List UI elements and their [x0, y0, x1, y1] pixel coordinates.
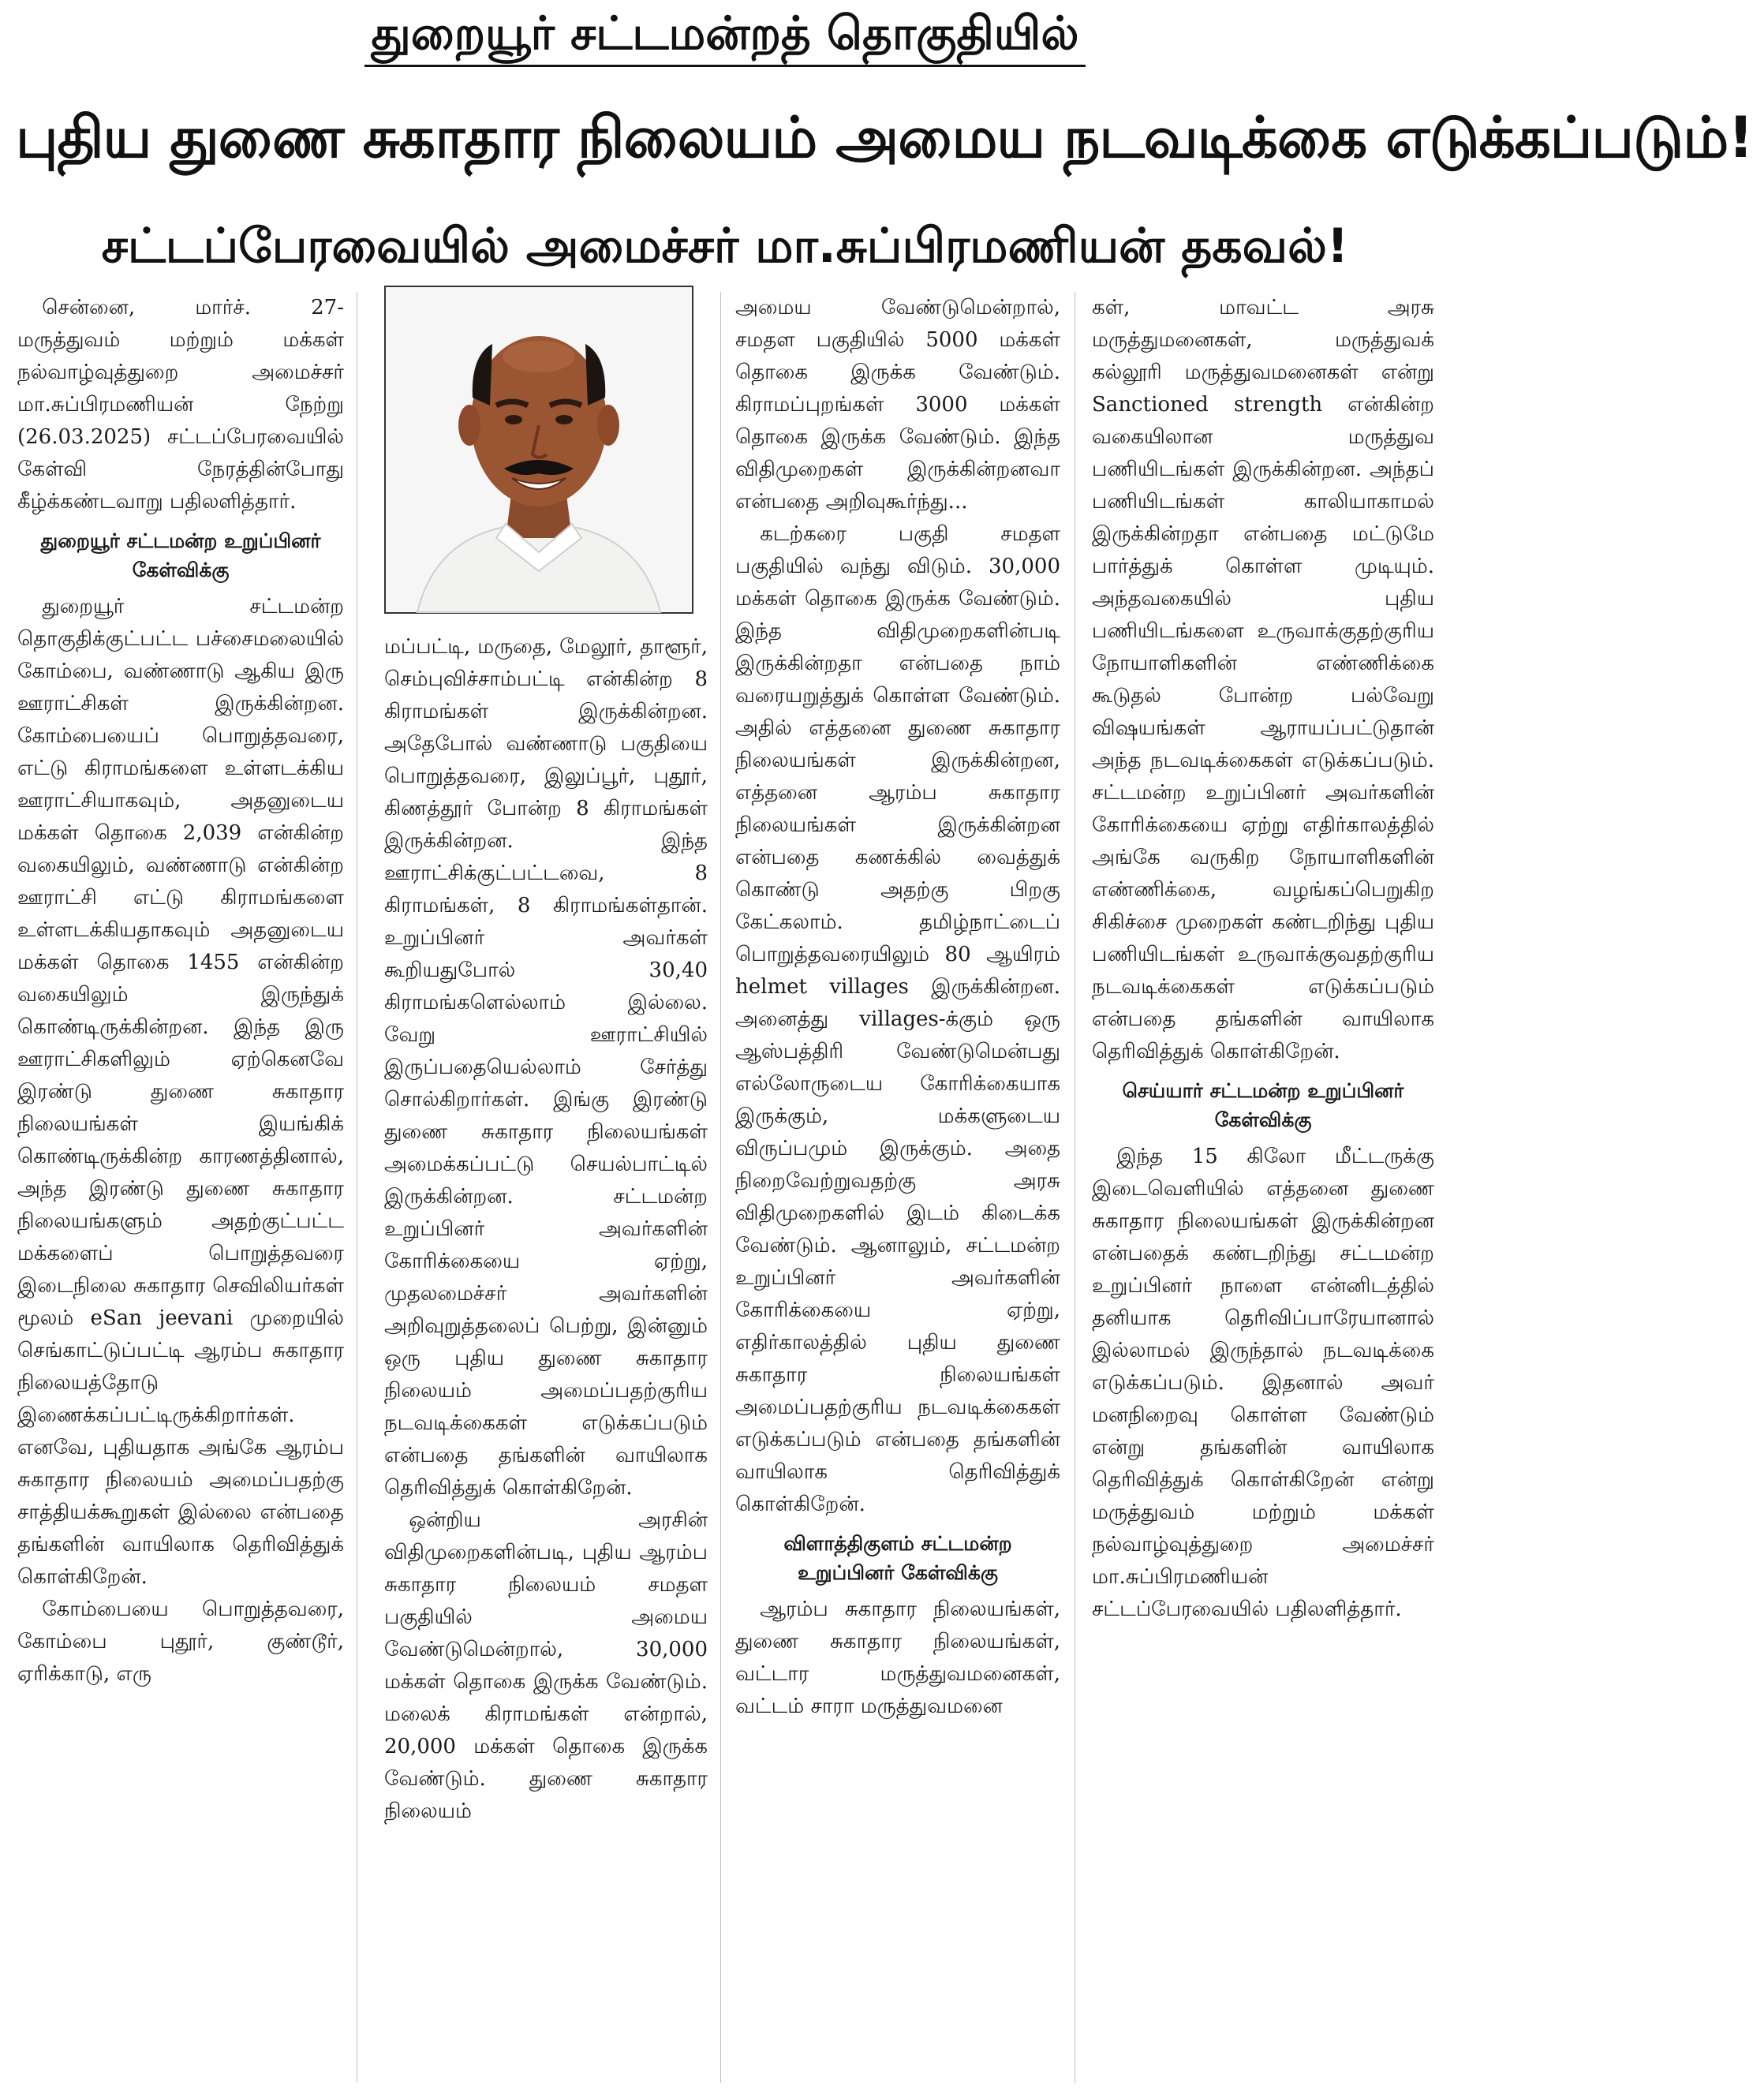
kicker-headline	[0, 3, 1450, 71]
portrait-illustration	[386, 287, 692, 612]
kicker-text: துறையூர் சட்டமன்றத் தொகுதியில்	[364, 3, 1085, 67]
body-paragraph: ஆரம்ப சுகாதார நிலையங்கள், துணை சுகாதார நிலையங்கள், வட்டார மருத்துவமனைகள், வட்டம் சாரா மருத்துவமனை	[735, 1597, 1060, 1718]
body-paragraph: கள், மாவட்ட அரசு மருத்துமனைகள், மருத்துவக் கல்லூரி மருத்துவமனைகள் என்று Sanctioned strength என்கின்ற வகையிலான மருத்துவ பணியிடங்கள் இருக்கின்றன. அந்தப் பணியிடங்கள் காலியாகாமல் இருக்கின்றதா என்பதை மட்டுமே பார்த்துக் கொள்ள முடியும். அந்தவகையில் புதிய பணியிடங்களை உருவாக்குதற்குரிய நோயாளிகளின் எண்ணிக்கை கூடுதல் போன்ற பல்வேறு விஷயங்கள் ஆராயப்பட்டுதான் அந்த நடவடிக்கைகள் எடுக்கப்படும். சட்டமன்ற உறுப்பினர் அவர்களின் கோரிக்கையை ஏற்று எதிர்காலத்தில் அங்கே வருகிற நோயாளிகளின் எண்ணிக்கை, வழங்கப்பெறுகிற சிகிச்சை முறைகள் கண்டறிந்து புதிய பணியிடங்கள் உருவாக்குவதற்குரிய நடவடிக்கைகள் எடுக்கப்படும் என்பதை தங்களின் வாயிலாக தெரிவித்துக் கொள்கிறேன்.	[1092, 296, 1434, 1063]
minister-photo	[384, 286, 693, 614]
section-subheading: துறையூர் சட்டமன்ற உறுப்பினர் கேள்விக்கு	[40, 529, 321, 581]
article-column-4	[1092, 292, 1434, 2092]
body-paragraph: அமைய வேண்டுமென்றால், சமதள பகுதியில் 5000 மக்கள் தொகை இருக்க வேண்டும். கிராமப்புறங்கள் 3000 மக்கள் தொகை இருக்க வேண்டும். இந்த விதிமுறைகள் இருக்கின்றனவா என்பதை அறிவுகூர்ந்து...	[735, 296, 1060, 514]
section-subheading: விளாத்திகுளம் சட்டமன்ற உறுப்பினர் கேள்விக்கு	[783, 1532, 1012, 1584]
main-headline: புதிய துணை சுகாதார நிலையம் அமைய நடவடிக்கை எடுக்கப்படும்!	[16, 104, 1753, 170]
body-paragraph: கோம்பையை பொறுத்தவரை, கோம்பை புதூர், குண்டூர், ஏரிக்காடு, எரு	[17, 1597, 344, 1686]
dateline-paragraph: சென்னை, மார்ச். 27- மருத்துவம் மற்றும் மக்கள் நல்வாழ்வுத்துறை அமைச்சர் மா.சுப்பிரமணியன் நேற்று (26.03.2025) சட்டப்பேரவையில் கேள்வி நேரத்தின்போது கீழ்க்கண்டவாறு பதிலளித்தார்.	[17, 296, 344, 514]
body-paragraph: கடற்கரை பகுதி சமதள பகுதியில் வந்து விடும். 30,000 மக்கள் தொகை இருக்க வேண்டும். இந்த விதிமுறைகளின்படி இருக்கின்றதா என்பதை நாம் வரையறுத்துக் கொள்ள வேண்டும். அதில் எத்தனை துணை சுகாதார நிலையங்கள் இருக்கின்றன, எத்தனை ஆரம்ப சுகாதார நிலையங்கள் இருக்கின்றன என்பதை கணக்கில் வைத்துக் கொண்டு அதற்கு பிறகு கேட்கலாம். தமிழ்நாட்டைப் பொறுத்தவரையிலும் 80 ஆயிரம் helmet villages இருக்கின்றன. அனைத்து villages-க்கும் ஒரு ஆஸ்பத்திரி வேண்டுமென்பது எல்லோருடைய கோரிக்கையாக இருக்கும், மக்களுடைய விருப்பமும் இருக்கும். அதை நிறைவேற்றுவதற்கு அரசு விதிமுறைகளில் இடம் கிடைக்க வேண்டும். ஆனாலும், சட்டமன்ற உறுப்பினர் அவர்களின் கோரிக்கையை ஏற்று, எதிர்காலத்தில் புதிய துணை சுகாதார நிலையங்கள் அமைப்பதற்குரிய நடவடிக்கைகள் எடுக்கப்படும் என்பதை தங்களின் வாயிலாக தெரிவித்துக் கொள்கிறேன்.	[735, 522, 1060, 1516]
article-column-2	[384, 631, 708, 2092]
body-paragraph: இந்த 15 கிலோ மீட்டருக்கு இடைவெளியில் எத்தனை துணை சுகாதார நிலையங்கள் இருக்கின்றன என்பதைக் கண்டறிந்து சட்டமன்ற உறுப்பினர் நாளை என்னிடத்தில் தனியாக தெரிவிப்பாரேயானால் இல்லாமல் இருந்தால் நடவடிக்கை எடுக்கப்படும். இதனால் அவர் மனநிறைவு கொள்ள வேண்டும் என்று தங்களின் வாயிலாக தெரிவித்துக் கொள்கிறேன் என்று மருத்துவம் மற்றும் மக்கள் நல்வாழ்வுத்துறை அமைச்சர் மா.சுப்பிரமணியன் சட்டப்பேரவையில் பதிலளித்தார்.	[1092, 1145, 1434, 1621]
body-paragraph: ஒன்றிய அரசின் விதிமுறைகளின்படி, புதிய ஆரம்ப சுகாதார நிலையம் சமதள பகுதியில் அமைய வேண்டுமென்றால், 30,000 மக்கள் தொகை இருக்க வேண்டும். மலைக் கிராமங்கள் என்றால், 20,000 மக்கள் தொகை இருக்க வேண்டும். துணை சுகாதார நிலையம்	[384, 1508, 708, 1823]
article-column-1	[17, 292, 344, 2092]
section-subheading: செய்யார் சட்டமன்ற உறுப்பினர் கேள்விக்கு	[1122, 1079, 1404, 1131]
column-divider	[720, 292, 721, 2083]
body-paragraph: துறையூர் சட்டமன்ற தொகுதிக்குட்பட்ட பச்சைமலையில் கோம்பை, வண்ணாடு ஆகிய இரு ஊராட்சிகள் இருக்கின்றன. கோம்பையைப் பொறுத்தவரை, எட்டு கிராமங்களை உள்ளடக்கிய ஊராட்சியாகவும், அதனுடைய மக்கள் தொகை 2,039 என்கின்ற வகையிலும், வண்ணாடு என்கின்ற ஊராட்சி எட்டு கிராமங்களை உள்ளடக்கியதாகவும் அதனுடைய மக்கள் தொகை 1455 என்கின்ற வகையிலும் இருந்துக் கொண்டிருக்கின்றன. இந்த இரு ஊராட்சிகளிலும் ஏற்கெனவே இரண்டு துணை சுகாதார நிலையங்கள் இயங்கிக் கொண்டிருக்கின்ற காரணத்தினால், அந்த இரண்டு துணை சுகாதார நிலையங்களும் அதற்குட்பட்ட மக்களைப் பொறுத்தவரை இடைநிலை சுகாதார செவிலியர்கள் மூலம் eSan jeevani முறையில் செங்காட்டுப்பட்டி ஆரம்ப சுகாதார நிலையத்தோடு இணைக்கப்பட்டிருக்கிறார்கள். எனவே, புதியதாக அங்கே ஆரம்ப சுகாதார நிலையம் அமைப்பதற்கு சாத்தியக்கூறுகள் இல்லை என்பதை தங்களின் வாயிலாக தெரிவித்துக் கொள்கிறேன்.	[17, 595, 344, 1589]
body-paragraph: மப்பட்டி, மருதை, மேலூர், தாளூர், செம்புவிச்சாம்பட்டி என்கின்ற 8 கிராமங்கள் இருக்கின்றன. அதேபோல் வண்ணாடு பகுதியை பொறுத்தவரை, இலுப்பூர், புதூர், கிணத்தூர் போன்ற 8 கிராமங்கள் இருக்கின்றன. இந்த ஊராட்சிக்குட்பட்டவை, 8 கிராமங்கள், 8 கிராமங்கள்தான். உறுப்பினர் அவர்கள் கூறியதுபோல் 30,40 கிராமங்களெல்லாம் இல்லை. வேறு ஊராட்சியில் இருப்பதையெல்லாம் சேர்த்து சொல்கிறார்கள். இங்கு இரண்டு துணை சுகாதார நிலையங்கள் அமைக்கப்பட்டு செயல்பாட்டில் இருக்கின்றன. சட்டமன்ற உறுப்பினர் அவர்களின் கோரிக்கையை ஏற்று, முதலமைச்சர் அவர்களின் அறிவுறுத்தலைப் பெற்று, இன்னும் ஒரு புதிய துணை சுகாதார நிலையம் அமைப்பதற்குரிய நடவடிக்கைகள் எடுக்கப்படும் என்பதை தங்களின் வாயிலாக தெரிவித்துக் கொள்கிறேன்.	[384, 635, 708, 1500]
article-column-3	[735, 292, 1060, 2092]
subheadline: சட்டப்பேரவையில் அமைச்சர் மா.சுப்பிரமணியன் தகவல்!	[101, 219, 1349, 274]
